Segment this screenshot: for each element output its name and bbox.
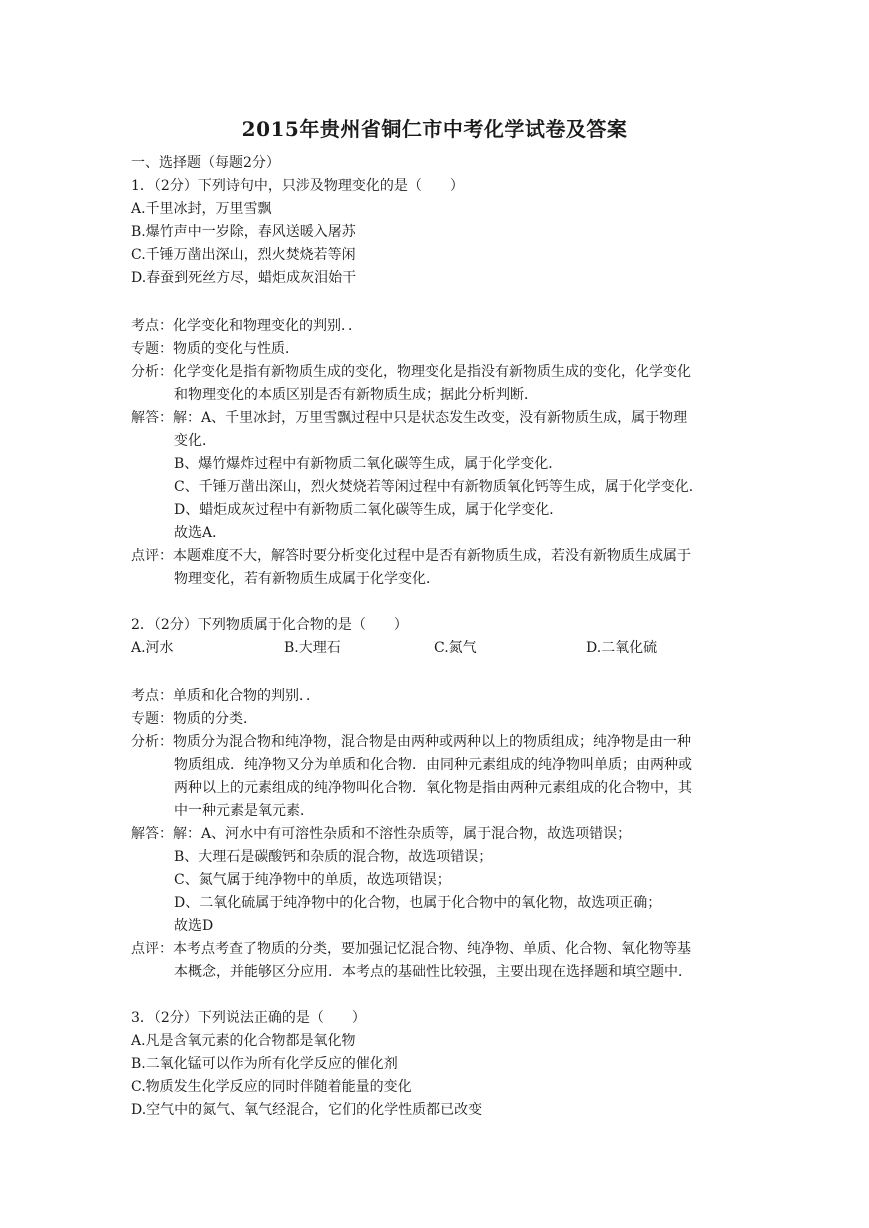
q3-stem: 3．（2分）下列说法正确的是（ ） <box>131 1010 366 1026</box>
q2-option-d: D.二氧化硫 <box>586 640 658 656</box>
q2-jieda-line: C、氮气属于纯净物中的单质，故选项错误； <box>174 872 451 888</box>
q1-stem: 1．（2分）下列诗句中，只涉及物理变化的是（ ） <box>131 178 464 194</box>
q1-fenxi-line: 和物理变化的本质区别是否有新物质生成；据此分析判断． <box>174 387 538 403</box>
q1-jieda-line: D、蜡炬成灰过程中有新物质二氧化碳等生成，属于化学变化． <box>174 502 564 518</box>
q2-jieda-line: 故选D <box>174 918 214 934</box>
q2-option-b: B.大理石 <box>284 640 341 656</box>
q1-jieda-line: C、千锤万凿出深山，烈火焚烧若等闲过程中有新物质氧化钙等生成，属于化学变化． <box>174 479 703 495</box>
q3-option-d: D.空气中的氮气、氧气经混合，它们的化学性质都已改变 <box>131 1102 483 1118</box>
section-heading: 一、选择题（每题2分） <box>131 155 280 171</box>
q2-stem: 2．（2分）下列物质属于化合物的是（ ） <box>131 617 408 633</box>
q2-fenxi-line: 物质组成．纯净物又分为单质和化合物．由同种元素组成的纯净物叫单质；由两种或 <box>174 757 692 773</box>
q1-jieda-line: 解答：解：A、千里冰封，万里雪飘过程中只是状态发生改变，没有新物质生成，属于物理 <box>131 410 688 426</box>
q1-zhuanti: 专题：物质的变化与性质． <box>131 341 299 357</box>
q1-option-c: C.千锤万凿出深山，烈火焚烧若等闲 <box>131 247 356 263</box>
q2-fenxi-line: 分析：物质分为混合物和纯净物，混合物是由两种或两种以上的物质组成；纯净物是由一种 <box>131 734 691 750</box>
q2-fenxi-line: 中一种元素是氧元素． <box>174 803 314 819</box>
q1-dianping-line: 点评：本题难度不大，解答时要分析变化过程中是否有新物质生成，若没有新物质生成属于 <box>131 548 691 564</box>
q1-option-d: D.春蚕到死丝方尽，蜡炬成灰泪始干 <box>131 270 357 286</box>
q2-fenxi-line: 两种以上的元素组成的纯净物叫化合物．氧化物是指由两种元素组成的化合物中，其 <box>174 780 692 796</box>
q2-option-c: C.氮气 <box>434 640 477 656</box>
q3-option-c: C.物质发生化学反应的同时伴随着能量的变化 <box>131 1079 412 1095</box>
q2-dianping-line: 本概念，并能够区分应用．本考点的基础性比较强，主要出现在选择题和填空题中． <box>174 964 692 980</box>
q1-jieda-line: B、爆竹爆炸过程中有新物质二氧化碳等生成，属于化学变化． <box>174 456 563 472</box>
q2-kaodian: 考点：单质和化合物的判别．． <box>131 688 320 704</box>
q1-jieda-line: 故选A． <box>174 525 227 541</box>
q2-option-a: A.河水 <box>131 640 174 656</box>
q1-dianping-line: 物理变化，若有新物质生成属于化学变化． <box>174 571 440 587</box>
q1-kaodian: 考点：化学变化和物理变化的判别．． <box>131 318 362 334</box>
q2-dianping-line: 点评：本考点考查了物质的分类，要加强记忆混合物、纯净物、单质、化合物、氧化物等基 <box>131 941 691 957</box>
document-title: 2015年贵州省铜仁市中考化学试卷及答案 <box>241 117 628 141</box>
q3-option-a: A.凡是含氧元素的化合物都是氧化物 <box>131 1033 356 1049</box>
q1-fenxi-line: 分析：化学变化是指有新物质生成的变化，物理变化是指没有新物质生成的变化，化学变化 <box>131 364 691 380</box>
q1-option-b: B.爆竹声中一岁除，春风送暖入屠苏 <box>131 224 356 240</box>
q2-jieda-line: B、大理石是碳酸钙和杂质的混合物，故选项错误； <box>174 849 493 865</box>
q1-jieda-line: 变化． <box>174 433 216 449</box>
q2-jieda-line: D、二氧化硫属于纯净物中的化合物，也属于化合物中的氧化物，故选项正确； <box>174 895 662 911</box>
q2-zhuanti: 专题：物质的分类． <box>131 711 257 727</box>
q2-jieda-line: 解答：解：A、河水中有可溶性杂质和不溶性杂质等，属于混合物，故选项错误； <box>131 826 632 842</box>
q1-option-a: A.千里冰封，万里雪飘 <box>131 201 272 217</box>
q3-option-b: B.二氧化锰可以作为所有化学反应的催化剂 <box>131 1056 398 1072</box>
